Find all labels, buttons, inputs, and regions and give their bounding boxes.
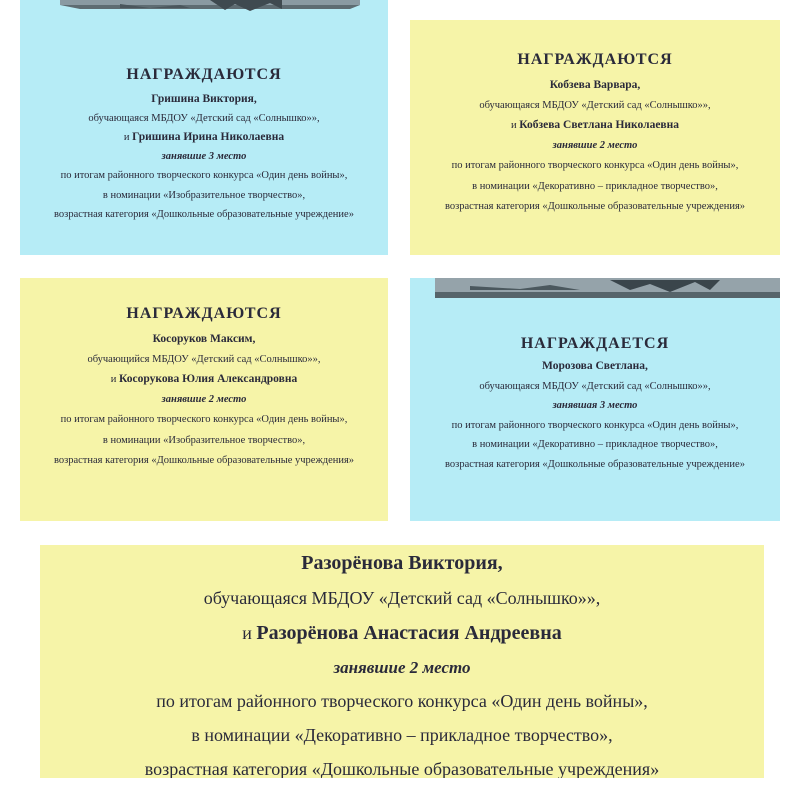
school-line: обучающаяся МБДОУ «Детский сад «Солнышко»», — [88, 112, 320, 124]
award-card-kobzeva — [410, 20, 780, 255]
parent-line — [40, 623, 764, 643]
and-word: и — [242, 623, 252, 643]
child-name: Кобзева Варвара, — [549, 79, 641, 91]
school-line: обучающийся МБДОУ «Детский сад «Солнышко»», — [87, 353, 321, 365]
category-line: возрастная категория «Дошкольные образовательные учреждение» — [445, 458, 745, 470]
award-heading: НАГРАЖДАЮТСЯ — [126, 305, 282, 322]
and-word: и — [110, 374, 117, 385]
child-name: Разорёнова Виктория, — [301, 552, 503, 574]
award-card-kosorukov — [20, 278, 388, 521]
child-name: Косоруков Максим, — [152, 333, 256, 345]
and-word: и — [510, 120, 517, 131]
contest-line: по итогам районного творческого конкурса «Один день войны», — [60, 414, 348, 425]
school-line: обучающаяся МБДОУ «Детский сад «Солнышко»», — [479, 380, 711, 392]
silhouette-strip-decoration — [20, 0, 388, 14]
place-line: занявшие 2 место — [552, 139, 638, 151]
award-heading: НАГРАЖДАЮТСЯ — [126, 66, 282, 83]
and-word: и — [123, 132, 130, 143]
nomination-line: в номинации «Декоративно – прикладное творчество», — [472, 439, 718, 450]
category-line: возрастная категория «Дошкольные образовательные учреждение» — [54, 209, 354, 220]
parent-line — [20, 132, 388, 144]
contest-line: по итогам районного творческого конкурса «Один день войны», — [156, 691, 648, 711]
place-line: занявшие 3 место — [161, 150, 247, 162]
silhouette-strip-decoration — [410, 278, 780, 292]
parent-name: Разорёнова Анастасия Андреевна — [256, 622, 562, 644]
award-card-grishina — [20, 0, 388, 255]
parent-line — [410, 120, 780, 132]
parent-name: Гришина Ирина Николаевна — [132, 131, 285, 143]
award-heading: НАГРАЖДАЕТСЯ — [520, 335, 670, 352]
contest-line: по итогам районного творческого конкурса «Один день войны», — [451, 419, 739, 431]
school-line: обучающаяся МБДОУ «Детский сад «Солнышко»», — [203, 588, 601, 608]
category-line: возрастная категория «Дошкольные образовательные учреждения» — [53, 455, 355, 466]
parent-line — [20, 374, 388, 386]
child-name: Гришина Виктория, — [151, 93, 257, 105]
nomination-line: в номинации «Изобразительное творчество», — [102, 434, 306, 446]
nomination-line: в номинации «Декоративно – прикладное творчество», — [191, 725, 613, 745]
place-line: занявшие 2 место — [333, 658, 471, 677]
place-line: занявшие 2 место — [161, 393, 247, 405]
nomination-line: в номинации «Изобразительное творчество», — [102, 189, 306, 201]
award-card-morozova — [410, 278, 780, 521]
parent-name: Кобзева Светлана Николаевна — [519, 119, 680, 131]
contest-line: по итогам районного творческого конкурса «Один день войны», — [60, 170, 348, 181]
school-line: обучающаяся МБДОУ «Детский сад «Солнышко»», — [479, 99, 711, 111]
category-line: возрастная категория «Дошкольные образовательные учреждения» — [444, 201, 746, 212]
nomination-line: в номинации «Декоративно – прикладное творчество», — [472, 180, 718, 192]
category-line: возрастная категория «Дошкольные образовательные учреждения» — [144, 759, 660, 778]
award-heading: НАГРАЖДАЮТСЯ — [517, 51, 673, 68]
child-name: Морозова Светлана, — [542, 360, 648, 372]
award-card-razorenova — [40, 545, 764, 778]
parent-name: Косорукова Юлия Александровна — [119, 373, 298, 385]
contest-line: по итогам районного творческого конкурса «Один день войны», — [451, 160, 739, 171]
place-line: занявшая 3 место — [552, 400, 638, 411]
